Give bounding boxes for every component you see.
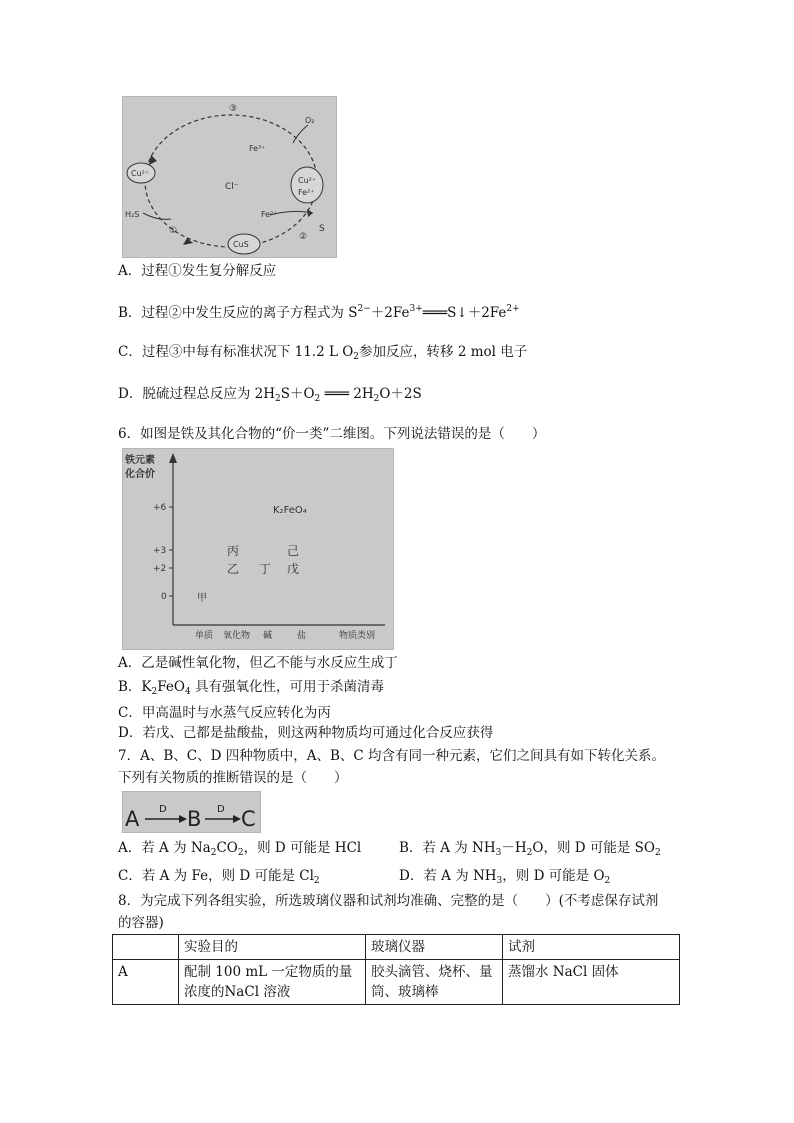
fe3-label: Fe³⁺ (249, 144, 266, 153)
table-header-row (113, 935, 680, 960)
q5-option-a: A．过程①发生复分解反应 (118, 263, 277, 279)
experiment-table (112, 934, 680, 1005)
q7-option-a: A．若 A 为 $Na_2CO_2$，则 D 可能是 HCl (118, 840, 362, 858)
cycle-figure (122, 96, 337, 258)
q6-option-d: D．若戊、己都是盐酸盐，则这两种物质均可通过化合反应获得 (118, 725, 494, 741)
cus-label: CuS (233, 240, 249, 249)
q7-stem-line1: 7．A、B、C、D 四种物质中，A、B、C 均含有同一种元素，它们之间具有如下转化关系。 (118, 748, 665, 764)
fe2-bottom-label: Fe²⁺ (261, 210, 278, 219)
point-bing: 丙 (227, 544, 240, 558)
x-tick-salt: 盐 (297, 631, 307, 641)
h2s-label: H₂S (125, 210, 140, 219)
q7-stem-line2: 下列有关物质的推断错误的是（ ） (118, 770, 348, 786)
q8-stem-line2: 的容器) (118, 915, 164, 931)
y-axis-title-1: 铁元素 (125, 455, 155, 466)
point-jia: 甲 (197, 593, 207, 604)
table-header-purpose: 实验目的 (179, 935, 366, 960)
q6-stem: 6．如图是铁及其化合物的“价一类”二维图。下列说法错误的是（ ） (118, 426, 546, 442)
y-tick-plus6: +6 (153, 503, 167, 513)
q6-option-c: C．甲高温时与水蒸气反应转化为丙 (118, 705, 331, 721)
species-c: C (241, 807, 256, 831)
y-tick-plus2: +2 (153, 564, 167, 574)
x-tick-oxide: 氧化物 (223, 631, 251, 641)
iron-valence-chart (122, 448, 394, 650)
y-axis-title-2: 化合价 (125, 469, 155, 480)
y-tick-zero: 0 (161, 592, 167, 602)
q7-option-b: B．若 A 为 $NH_3-H_2O$，则 D 可能是 $SO_2$ (399, 840, 661, 858)
sulfur-label: S (319, 224, 325, 234)
o2-label: O₂ (305, 116, 315, 125)
species-b: B (187, 807, 202, 831)
point-yi: 乙 (227, 562, 240, 576)
point-wu: 戊 (287, 562, 300, 576)
species-a: A (125, 807, 140, 831)
q8-stem-line1: 8．为完成下列各组实验，所选玻璃仪器和试剂均准确、完整的是（ ）(不考虑保存试剂 (118, 893, 659, 909)
q6-option-a: A．乙是碱性氧化物，但乙不能与水反应生成丁 (118, 655, 398, 671)
table-cell-option: A (113, 960, 179, 1005)
step2-label: ② (299, 232, 308, 242)
reagent-d-1: D (159, 804, 167, 815)
table-cell-purpose: 配制 100 mL 一定物质的量浓度的NaCl 溶液 (179, 960, 366, 1005)
step3-label: ③ (229, 104, 238, 114)
q5-option-c: C．过程③中每有标准状况下 11.2 L $O_2$参加反应，转移 2 mol 电子 (118, 344, 528, 362)
x-axis-title: 物质类别 (339, 631, 376, 641)
x-tick-base: 碱 (263, 631, 273, 641)
cu2-right-label: Cu²⁺ (298, 176, 317, 185)
table-cell-reagent: 蒸馏水 NaCl 固体 (503, 960, 680, 1005)
y-tick-plus3: +3 (153, 546, 167, 556)
table-row (113, 960, 680, 1005)
table-header-glassware: 玻璃仪器 (366, 935, 503, 960)
point-ji: 己 (287, 544, 300, 558)
x-tick-elemental: 单质 (195, 631, 214, 641)
reagent-d-2: D (217, 804, 225, 815)
step1-label: ① (169, 226, 178, 236)
chloride-label: Cl⁻ (225, 182, 239, 192)
point-ding: 丁 (259, 562, 272, 576)
table-header-reagent: 试剂 (503, 935, 680, 960)
abc-transformation-figure (122, 791, 261, 833)
q5-option-d: D．脱硫过程总反应为 $2H_2S+O_2$ ═══ $2H_2O+2S$ (118, 386, 422, 404)
cu2-left-label: Cu²⁺ (131, 169, 150, 178)
q5-option-b: B．过程②中发生反应的离子方程式为 $S^{2-}+2Fe^{3+}═══S↓+2Fe^{2+}$ (118, 304, 520, 321)
fe2-right-label: Fe²⁺ (298, 188, 315, 197)
table-cell-glassware: 胶头滴管、烧杯、量筒、玻璃棒 (366, 960, 503, 1005)
q6-option-b: B．$K_2FeO_4$ 具有强氧化性，可用于杀菌清毒 (118, 679, 384, 697)
table-header-cell (113, 935, 179, 960)
q7-option-c: C．若 A 为 Fe，则 D 可能是 $Cl_2$ (118, 868, 320, 886)
q7-option-d: D．若 A 为 $NH_3$，则 D 可能是 $O_2$ (399, 868, 611, 886)
point-k2feo4: K₂FeO₄ (273, 505, 307, 516)
